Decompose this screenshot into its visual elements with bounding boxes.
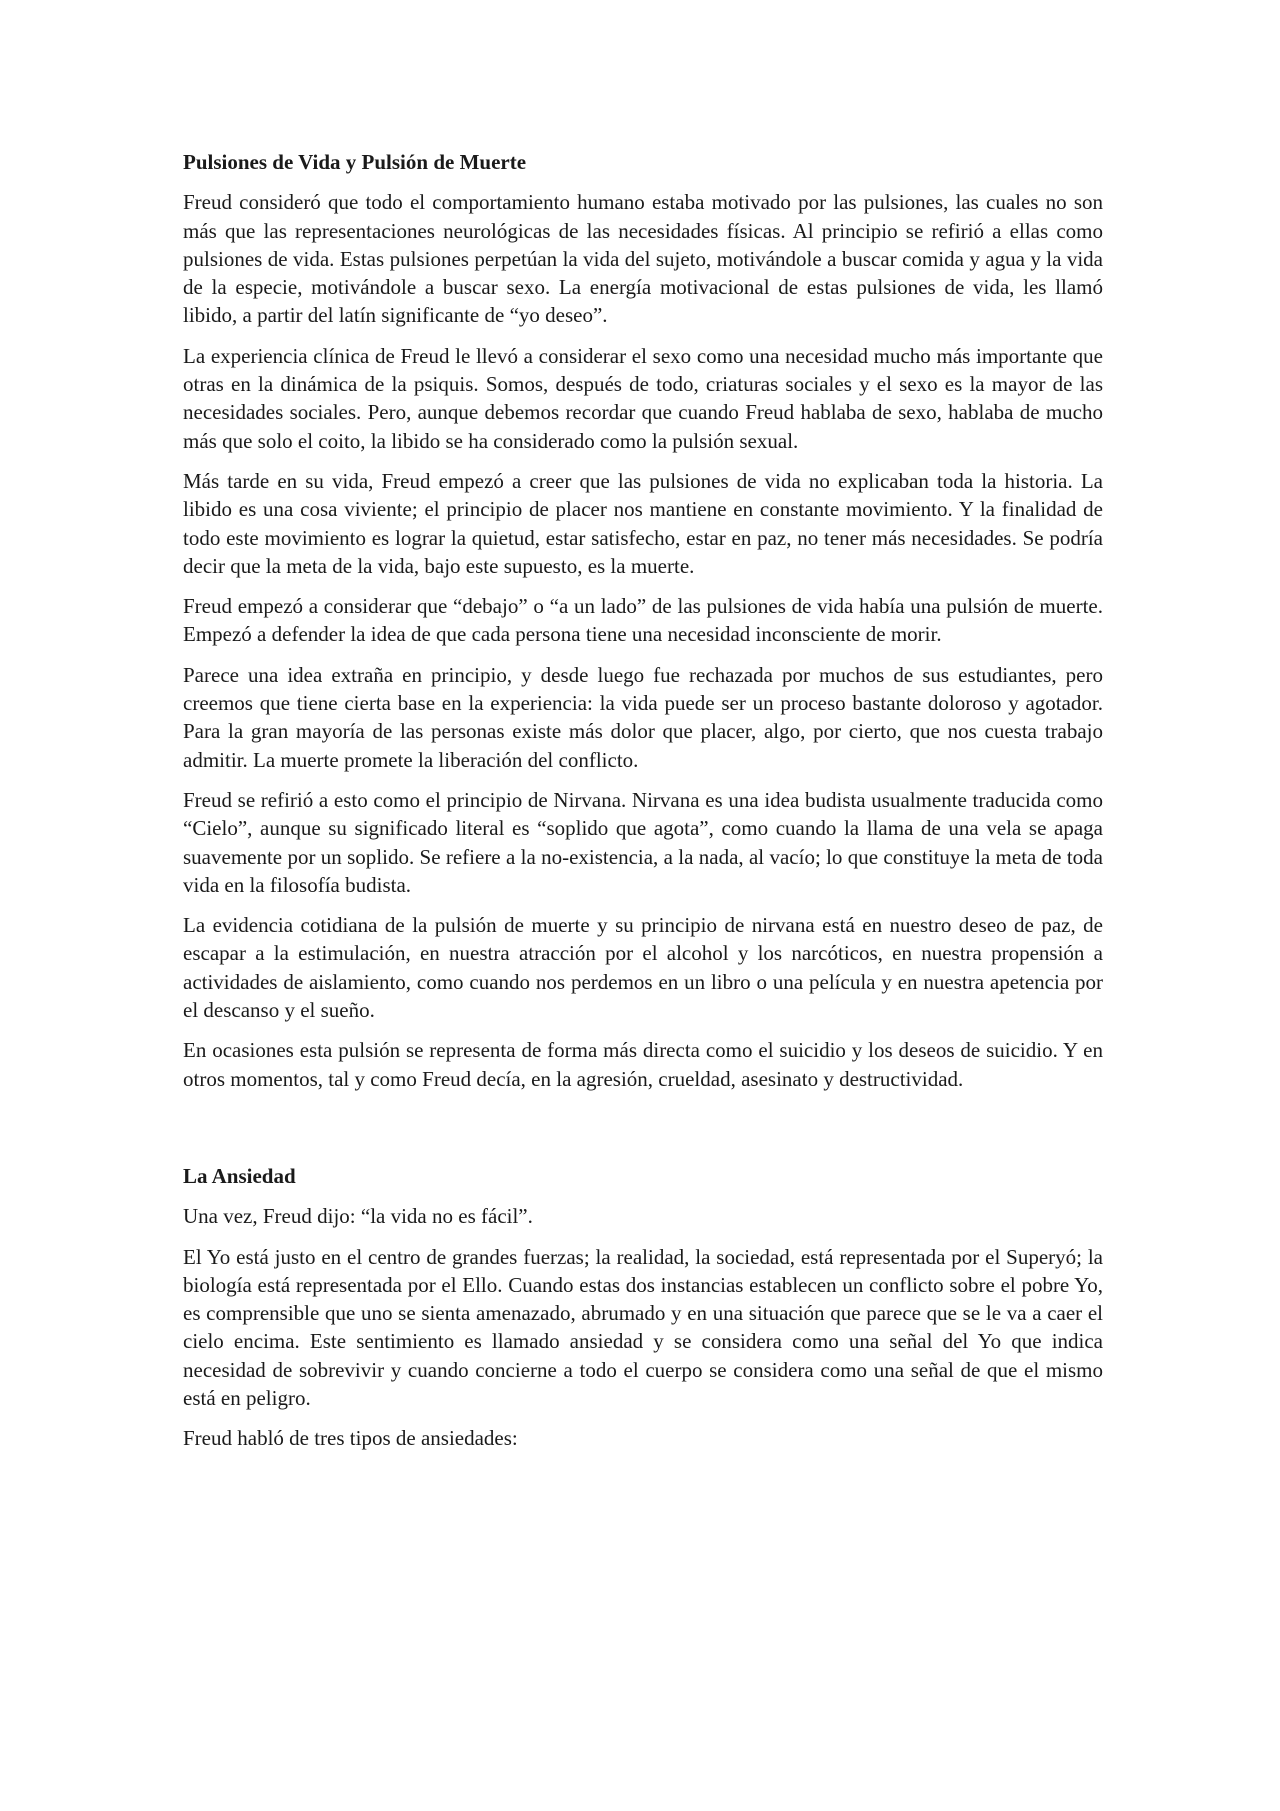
paragraph: Freud consideró que todo el comportamiento humano estaba motivado por las pulsiones, las cuales no son más que las representaciones neurológicas de las necesidades físicas. Al principio se refirió a ellas como pulsiones de vida. Estas pulsiones perpetúan la vida del sujeto, motivándole a buscar comida y agua y la vida de la especie, motivándole a buscar sexo. La energía motivacional de estas pulsiones de vida, les llamó libido, a partir del latín significante de “yo deseo”.: [183, 190, 1103, 328]
paragraph: Freud habló de tres tipos de ansiedades:: [183, 1426, 518, 1451]
paragraph: Freud empezó a considerar que “debajo” o “a un lado” de las pulsiones de vida había una pulsión de muerte. Empezó a defender la idea de que cada persona tiene una necesidad inconsciente de morir.: [183, 594, 1103, 647]
paragraph: La evidencia cotidiana de la pulsión de muerte y su principio de nirvana está en nuestro deseo de paz, de escapar a la estimulación, en nuestra atracción por el alcohol y los narcóticos, en nuestra propensión a actividades de aislamiento, como cuando nos perdemos en un libro o una película y en nuestra apetencia por el descanso y el sueño.: [183, 913, 1103, 1023]
paragraph: Freud se refirió a esto como el principio de Nirvana. Nirvana es una idea budista usualmente traducida como “Cielo”, aunque su significado literal es “soplido que agota”, como cuando la llama de una vela se apaga suavemente por un soplido. Se refiere a la no-existencia, a la nada, al vacío; lo que constituye la meta de toda vida en la filosofía budista.: [183, 787, 1103, 897]
section-title-ansiedad: La Ansiedad: [183, 1163, 296, 1188]
paragraph: El Yo está justo en el centro de grandes fuerzas; la realidad, la sociedad, está representada por el Superyó; la biología está representada por el Ello. Cuando estas dos instancias establecen un conflicto sobre el pobre Yo, es comprensible que uno se sienta amenazado, abrumado y en una situación que parece que se le va a caer el cielo encima. Este sentimiento es llamado ansiedad y se considera como una señal del Yo que indica necesidad de sobrevivir y cuando concierne a todo el cuerpo se considera como una señal de que el mismo está en peligro.: [183, 1244, 1103, 1410]
document-page: [183, 148, 1103, 1465]
paragraph: En ocasiones esta pulsión se representa de forma más directa como el suicidio y los deseos de suicidio. Y en otros momentos, tal y como Freud decía, en la agresión, crueldad, asesinato y destructividad.: [183, 1038, 1103, 1091]
section-gap: [183, 1105, 1103, 1162]
section-title-pulsiones: Pulsiones de Vida y Pulsión de Muerte: [183, 150, 527, 174]
paragraph: Más tarde en su vida, Freud empezó a creer que las pulsiones de vida no explicaban toda la historia. La libido es una cosa viviente; el principio de placer nos mantiene en constante movimiento. Y la finalidad de todo este movimiento es lograr la quietud, estar satisfecho, estar en paz, no tener más necesidades. Se podría decir que la meta de la vida, bajo este supuesto, es la muerte.: [183, 468, 1103, 578]
paragraph: Una vez, Freud dijo: “la vida no es fácil”.: [183, 1204, 533, 1229]
paragraph: Parece una idea extraña en principio, y desde luego fue rechazada por muchos de sus estudiantes, pero creemos que tiene cierta base en la experiencia: la vida puede ser un proceso bastante doloroso y agotador. Para la gran mayoría de las personas existe más dolor que placer, algo, por cierto, que nos cuesta trabajo admitir. La muerte promete la liberación del conflicto.: [183, 662, 1103, 772]
paragraph: La experiencia clínica de Freud le llevó a considerar el sexo como una necesidad mucho más importante que otras en la dinámica de la psiquis. Somos, después de todo, criaturas sociales y el sexo es la mayor de las necesidades sociales. Pero, aunque debemos recordar que cuando Freud hablaba de sexo, hablaba de mucho más que solo el coito, la libido se ha considerado como la pulsión sexual.: [183, 343, 1103, 453]
